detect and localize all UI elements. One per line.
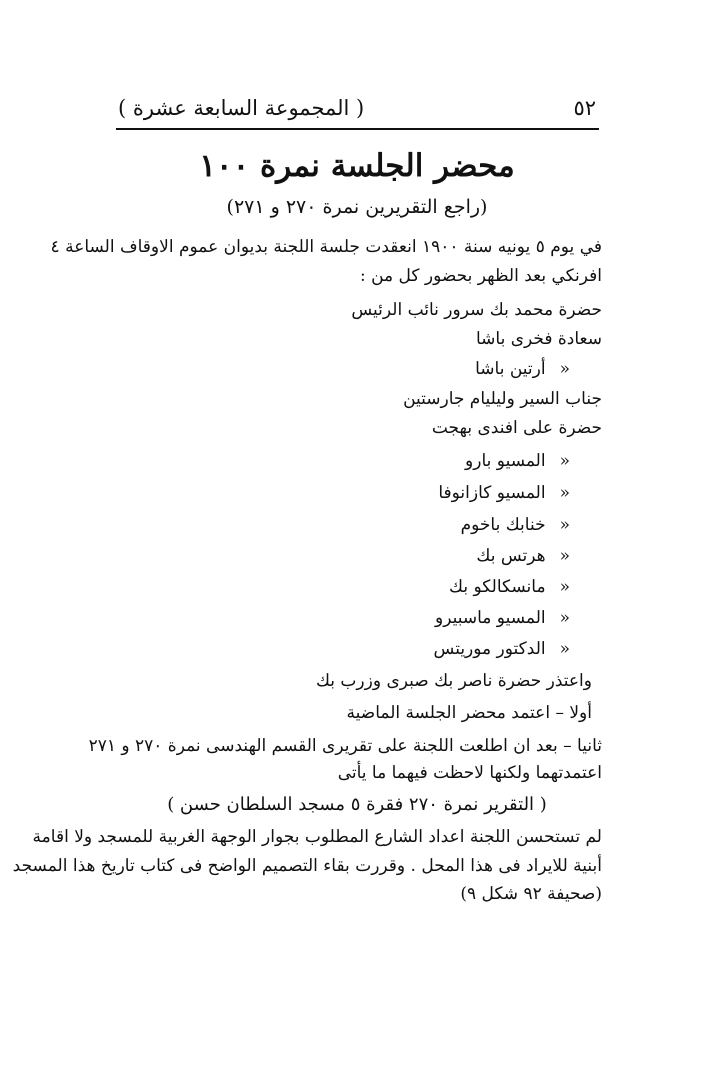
page-title: محضر الجلسة نمرة ١٠٠ [199,148,515,184]
attendee-name: المسيو ماسبيرو [435,608,546,628]
attendee-name: سعادة فخرى باشا [475,329,602,349]
ditto-mark: « [559,451,570,471]
attendee-5 [432,415,602,441]
intro-line-1: في يوم ٥ يونيه سنة ١٩٠٠ انعقدت جلسة اللجنة بديوان عموم الاوقاف الساعة ٤ [50,237,602,257]
attendee-name: المسيو بارو [465,451,546,471]
attendee-name: جناب السير وليليام جارستين [403,389,602,409]
attendee-name: خنابك باخوم [460,515,546,535]
ditto-mark: « [559,577,570,597]
attendee-name: حضرة على افندى بهجت [431,418,602,438]
attendee-6 [465,448,570,474]
attendee-1 [351,297,602,323]
attendee-8 [461,512,570,538]
report-body-line-3: (صحيفة ٩٢ شكل ٩) [460,884,602,904]
item-second-line-2: اعتمدتهما ولكنها لاحظت فيهما ما يأتى [337,763,602,783]
attendee-12 [434,636,570,662]
item-first: أولا – اعتمد محضر الجلسة الماضية [346,703,592,723]
ditto-mark: « [559,483,570,503]
running-title: ( المجموعة السابعة عشرة ) [118,96,365,120]
report-heading: ( التقرير نمرة ٢٧٠ فقرة ٥ مسجد السلطان حسن ) [167,794,547,815]
attendee-3 [475,356,570,382]
ditto-mark: « [559,515,570,535]
attendee-9 [476,543,570,569]
ditto-mark: « [559,546,570,566]
ditto-mark: « [559,359,570,379]
attendee-7 [438,480,570,506]
report-body-line-1: لم تستحسن اللجنة اعداد الشارع المطلوب بجوار الوجهة الغربية للمسجد ولا اقامة [32,827,602,847]
ditto-mark: « [559,608,570,628]
item-second-line-1: ثانيا – بعد ان اطلعت اللجنة على تقريرى القسم الهندسى نمرة ٢٧٠ و ٢٧١ [88,736,602,756]
page-header [118,88,596,128]
attendee-name: حضرة محمد بك سرور نائب الرئيس [351,300,602,320]
attendee-2 [476,326,602,352]
intro-line-2: افرنكي بعد الظهر بحضور كل من : [359,266,602,286]
attendee-name: الدكتور موريتس [433,639,546,659]
attendee-10 [449,574,570,600]
attendee-name: مانسكالكو بك [449,577,546,597]
attendee-name: أرتين باشا [475,359,546,379]
page-number: ٥٢ [573,96,596,120]
attendee-name: المسيو كازانوفا [438,483,546,503]
apology-line: واعتذر حضرة ناصر بك صبرى وزرب بك [315,671,592,691]
report-body-line-2: أبنية للايراد فى هذا المحل . وقررت بقاء التصميم الواضح فى كتاب تاريخ هذا المسجد [12,856,602,876]
page-subtitle: (راجع التقريرين نمرة ٢٧٠ و ٢٧١) [226,196,488,218]
attendee-11 [435,605,570,631]
ditto-mark: « [559,639,570,659]
attendee-name: هرتس بك [476,546,546,566]
header-rule [116,128,599,130]
attendee-4 [403,386,602,412]
